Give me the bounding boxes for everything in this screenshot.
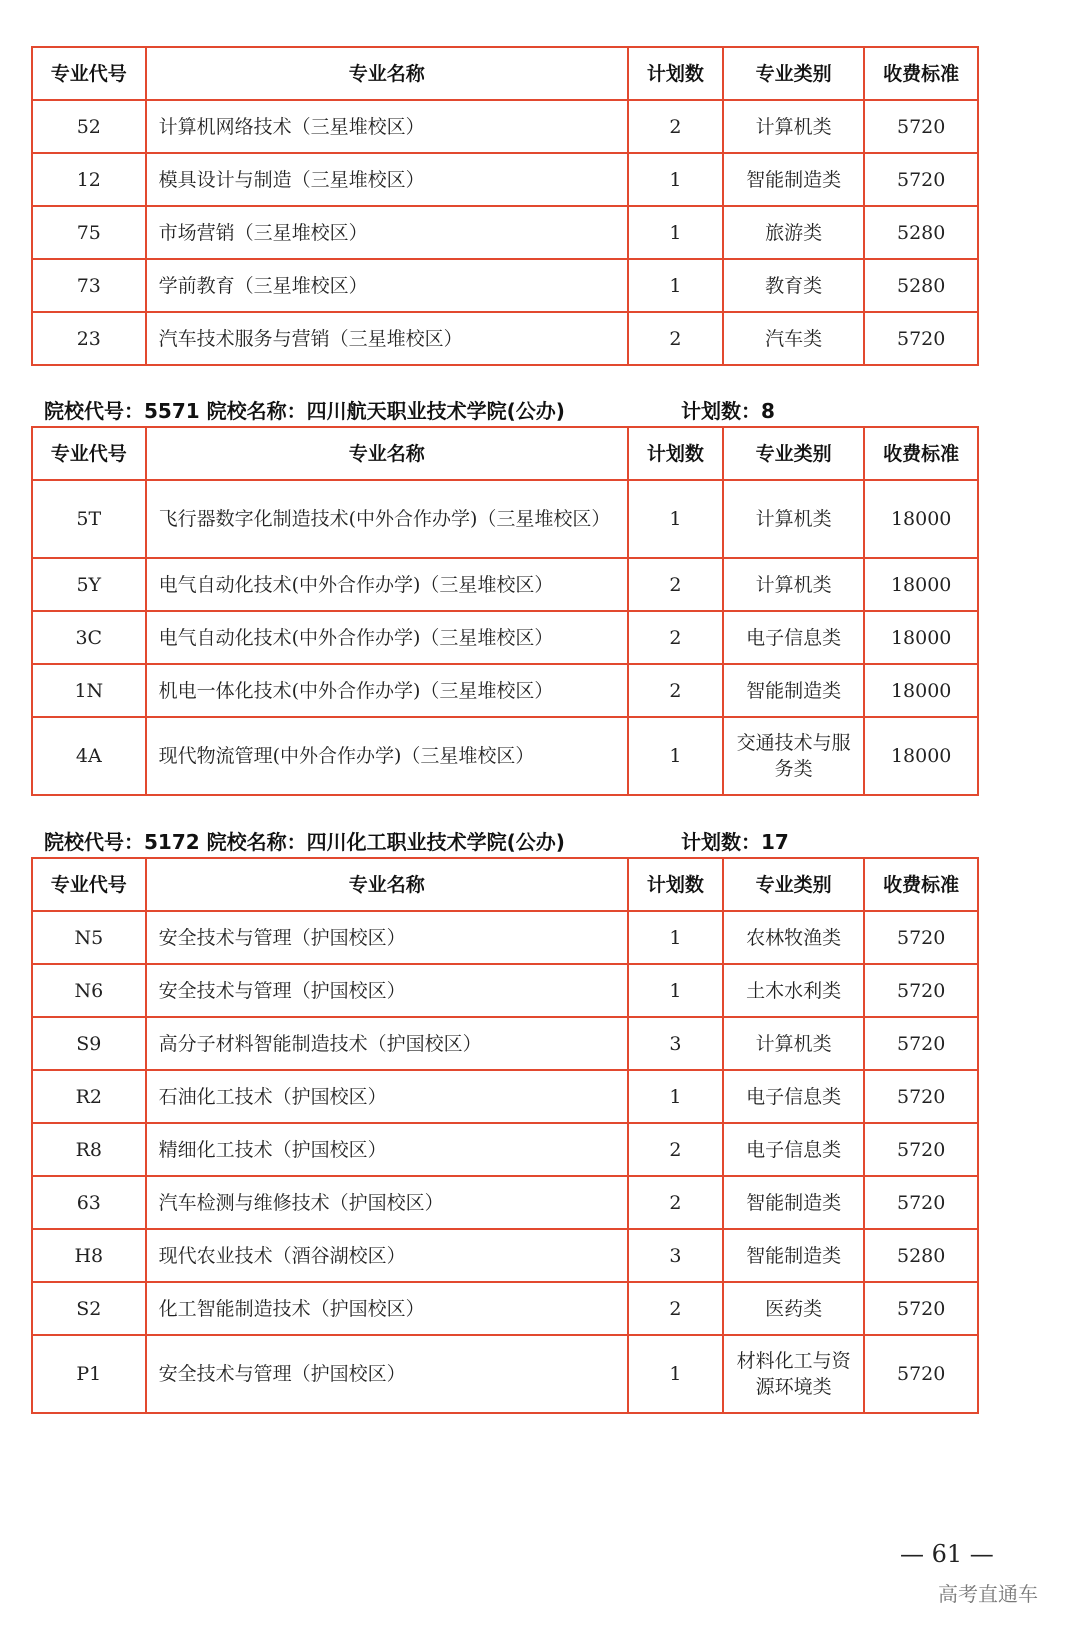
major-name: 计算机网络技术（三星堆校区） — [146, 100, 628, 153]
major-name: 石油化工技术（护国校区） — [146, 1070, 628, 1123]
major-category: 医药类 — [723, 1282, 864, 1335]
tuition-fee: 5720 — [864, 1176, 978, 1229]
major-code: N6 — [32, 964, 146, 1017]
plan-count: 1 — [628, 911, 723, 964]
major-code: R8 — [32, 1123, 146, 1176]
major-name: 汽车检测与维修技术（护国校区） — [146, 1176, 628, 1229]
major-name: 机电一体化技术(中外合作办学)（三星堆校区） — [146, 664, 628, 717]
major-name: 电气自动化技术(中外合作办学)（三星堆校区） — [146, 558, 628, 611]
table-row — [32, 1282, 978, 1335]
header-fee: 收费标准 — [864, 858, 978, 911]
major-code: N5 — [32, 911, 146, 964]
table-row — [32, 1229, 978, 1282]
header-code: 专业代号 — [32, 858, 146, 911]
header-name: 专业名称 — [146, 47, 628, 100]
header-plan: 计划数 — [628, 858, 723, 911]
tuition-fee: 18000 — [864, 558, 978, 611]
table-header-row — [32, 858, 978, 911]
header-fee: 收费标准 — [864, 427, 978, 480]
tuition-fee: 5720 — [864, 964, 978, 1017]
header-category: 专业类别 — [723, 47, 864, 100]
table-row — [32, 480, 978, 558]
table-row — [32, 664, 978, 717]
tuition-fee: 5720 — [864, 1282, 978, 1335]
major-category: 农林牧渔类 — [723, 911, 864, 964]
major-name: 飞行器数字化制造技术(中外合作办学)（三星堆校区） — [146, 480, 628, 558]
major-name: 化工智能制造技术（护国校区） — [146, 1282, 628, 1335]
major-code: 12 — [32, 153, 146, 206]
major-name: 安全技术与管理（护国校区） — [146, 1335, 628, 1413]
plan-count: 2 — [628, 100, 723, 153]
header-code: 专业代号 — [32, 427, 146, 480]
plan-count: 2 — [628, 312, 723, 365]
enrollment-table-1 — [31, 46, 979, 366]
enrollment-table-3 — [31, 857, 979, 1414]
major-category: 交通技术与服务类 — [723, 717, 864, 795]
major-category: 智能制造类 — [723, 1176, 864, 1229]
school-info-5172 — [44, 827, 789, 857]
major-category: 计算机类 — [723, 1017, 864, 1070]
school-plan-count: 计划数：17 — [681, 830, 789, 854]
major-category: 汽车类 — [723, 312, 864, 365]
tuition-fee: 18000 — [864, 664, 978, 717]
plan-count: 1 — [628, 1070, 723, 1123]
major-code: 73 — [32, 259, 146, 312]
major-name: 电气自动化技术(中外合作办学)（三星堆校区） — [146, 611, 628, 664]
tuition-fee: 5720 — [864, 153, 978, 206]
major-category: 智能制造类 — [723, 664, 864, 717]
table-row — [32, 964, 978, 1017]
major-code: 4A — [32, 717, 146, 795]
table-row — [32, 717, 978, 795]
school-line: 院校代号：5571 院校名称：四川航天职业技术学院(公办) — [44, 399, 565, 423]
major-name: 精细化工技术（护国校区） — [146, 1123, 628, 1176]
plan-count: 1 — [628, 259, 723, 312]
table-row — [32, 558, 978, 611]
major-category: 电子信息类 — [723, 1123, 864, 1176]
major-code: 3C — [32, 611, 146, 664]
table-row — [32, 206, 978, 259]
tuition-fee: 5280 — [864, 259, 978, 312]
tuition-fee: 5720 — [864, 1070, 978, 1123]
major-code: P1 — [32, 1335, 146, 1413]
tuition-fee: 5720 — [864, 911, 978, 964]
major-category: 计算机类 — [723, 100, 864, 153]
major-code: 23 — [32, 312, 146, 365]
tuition-fee: 5720 — [864, 1017, 978, 1070]
major-name: 汽车技术服务与营销（三星堆校区） — [146, 312, 628, 365]
tuition-fee: 5280 — [864, 1229, 978, 1282]
plan-count: 1 — [628, 964, 723, 1017]
plan-count: 1 — [628, 480, 723, 558]
tuition-fee: 5720 — [864, 312, 978, 365]
header-fee: 收费标准 — [864, 47, 978, 100]
tuition-fee: 18000 — [864, 717, 978, 795]
plan-count: 2 — [628, 1123, 723, 1176]
plan-count: 2 — [628, 611, 723, 664]
table-row — [32, 1176, 978, 1229]
enrollment-table-2 — [31, 426, 979, 796]
major-code: 1N — [32, 664, 146, 717]
major-category: 教育类 — [723, 259, 864, 312]
tuition-fee: 5720 — [864, 1123, 978, 1176]
major-code: 52 — [32, 100, 146, 153]
table-row — [32, 1017, 978, 1070]
table-header-row — [32, 427, 978, 480]
major-category: 材料化工与资源环境类 — [723, 1335, 864, 1413]
table-row — [32, 153, 978, 206]
school-line: 院校代号：5172 院校名称：四川化工职业技术学院(公办) — [44, 830, 565, 854]
major-category: 电子信息类 — [723, 1070, 864, 1123]
school-plan-count: 计划数：8 — [681, 399, 775, 423]
major-code: 5T — [32, 480, 146, 558]
header-category: 专业类别 — [723, 427, 864, 480]
school-info-5571 — [44, 396, 775, 426]
header-plan: 计划数 — [628, 47, 723, 100]
header-name: 专业名称 — [146, 858, 628, 911]
major-code: 75 — [32, 206, 146, 259]
table-row — [32, 1123, 978, 1176]
major-name: 高分子材料智能制造技术（护国校区） — [146, 1017, 628, 1070]
major-category: 计算机类 — [723, 558, 864, 611]
watermark-text: 高考直通车 — [938, 1582, 1038, 1606]
major-name: 市场营销（三星堆校区） — [146, 206, 628, 259]
major-name: 现代农业技术（酒谷湖校区） — [146, 1229, 628, 1282]
plan-count: 2 — [628, 558, 723, 611]
plan-count: 1 — [628, 153, 723, 206]
major-category: 电子信息类 — [723, 611, 864, 664]
header-category: 专业类别 — [723, 858, 864, 911]
plan-count: 2 — [628, 1176, 723, 1229]
major-code: R2 — [32, 1070, 146, 1123]
table-row — [32, 611, 978, 664]
header-name: 专业名称 — [146, 427, 628, 480]
major-category: 旅游类 — [723, 206, 864, 259]
plan-count: 2 — [628, 1282, 723, 1335]
page-number: — 61 — — [900, 1540, 994, 1568]
plan-count: 1 — [628, 1335, 723, 1413]
major-category: 计算机类 — [723, 480, 864, 558]
major-name: 安全技术与管理（护国校区） — [146, 964, 628, 1017]
table-row — [32, 100, 978, 153]
table-header-row — [32, 47, 978, 100]
major-code: S2 — [32, 1282, 146, 1335]
plan-count: 1 — [628, 206, 723, 259]
major-code: 5Y — [32, 558, 146, 611]
header-code: 专业代号 — [32, 47, 146, 100]
major-name: 安全技术与管理（护国校区） — [146, 911, 628, 964]
tuition-fee: 18000 — [864, 480, 978, 558]
plan-count: 3 — [628, 1017, 723, 1070]
plan-count: 1 — [628, 717, 723, 795]
tuition-fee: 18000 — [864, 611, 978, 664]
plan-count: 2 — [628, 664, 723, 717]
plan-count: 3 — [628, 1229, 723, 1282]
table-row — [32, 911, 978, 964]
table-row — [32, 1335, 978, 1413]
tuition-fee: 5720 — [864, 1335, 978, 1413]
tuition-fee: 5720 — [864, 100, 978, 153]
tuition-fee: 5280 — [864, 206, 978, 259]
header-plan: 计划数 — [628, 427, 723, 480]
major-name: 学前教育（三星堆校区） — [146, 259, 628, 312]
table-row — [32, 312, 978, 365]
major-name: 现代物流管理(中外合作办学)（三星堆校区） — [146, 717, 628, 795]
major-code: S9 — [32, 1017, 146, 1070]
table-row — [32, 259, 978, 312]
major-category: 土木水利类 — [723, 964, 864, 1017]
major-code: 63 — [32, 1176, 146, 1229]
major-name: 模具设计与制造（三星堆校区） — [146, 153, 628, 206]
table-row — [32, 1070, 978, 1123]
major-category: 智能制造类 — [723, 153, 864, 206]
major-category: 智能制造类 — [723, 1229, 864, 1282]
major-code: H8 — [32, 1229, 146, 1282]
